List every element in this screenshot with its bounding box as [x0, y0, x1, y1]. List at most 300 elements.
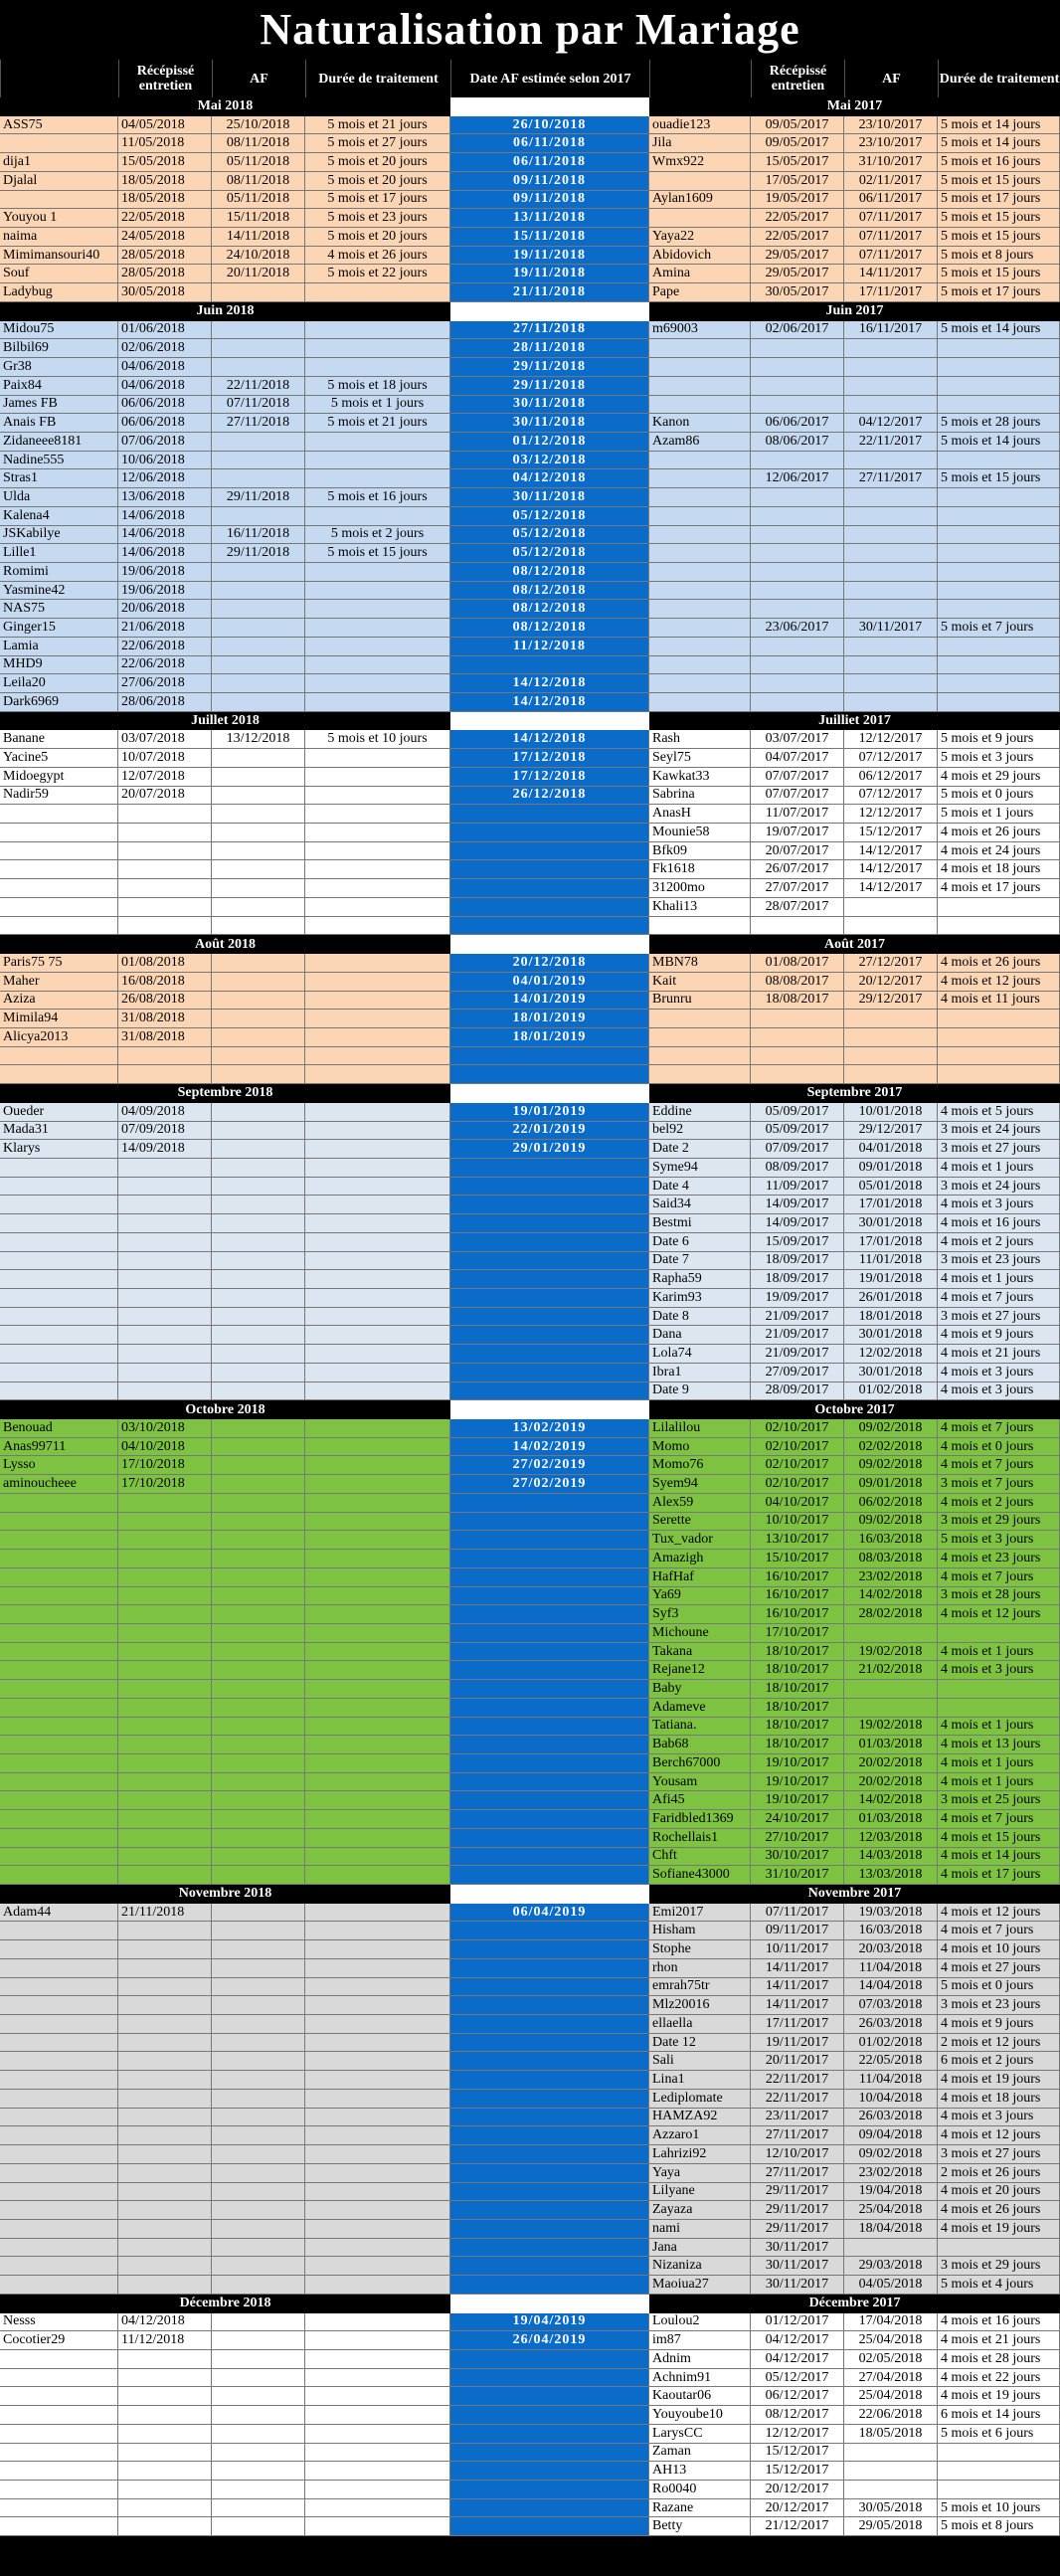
- table-row: [0, 2406, 1060, 2425]
- left-duree-cell: [305, 1848, 450, 1867]
- date-af-estimee-cell: 19/01/2019: [450, 1103, 649, 1122]
- right-duree-cell: 3 mois et 29 jours: [938, 1513, 1060, 1532]
- left-af-date-cell: [212, 1494, 305, 1513]
- table-row: [0, 1326, 1060, 1345]
- left-duree-cell: 5 mois et 15 jours: [305, 544, 450, 563]
- date-af-estimee-cell: [450, 2369, 649, 2388]
- left-pseudo-cell: Nesss: [0, 2313, 118, 2332]
- left-pseudo-cell: Oueder: [0, 1103, 118, 1122]
- right-pseudo-cell: [649, 1047, 751, 1066]
- date-af-estimee-cell: 22/01/2019: [450, 1122, 649, 1141]
- left-pseudo-cell: [0, 1661, 118, 1680]
- right-af-date-cell: [844, 1047, 938, 1066]
- right-duree-cell: [938, 396, 1060, 415]
- table-row: [0, 824, 1060, 842]
- left-duree-cell: [305, 2387, 450, 2406]
- right-pseudo-cell: [649, 563, 751, 582]
- left-recepisse-date-cell: [118, 2517, 212, 2536]
- date-af-estimee-cell: [450, 1624, 649, 1643]
- right-duree-cell: 4 mois et 1 jours: [938, 1773, 1060, 1792]
- left-duree-cell: [305, 879, 450, 898]
- right-af-date-cell: [844, 600, 938, 619]
- table-row: [0, 2164, 1060, 2183]
- right-recepisse-date-cell: [751, 638, 844, 656]
- left-af-date-cell: [212, 1028, 305, 1047]
- right-pseudo-cell: [649, 358, 751, 377]
- left-recepisse-date-cell: [118, 2406, 212, 2425]
- left-recepisse-date-cell: [118, 879, 212, 898]
- right-duree-cell: [938, 452, 1060, 470]
- left-recepisse-date-cell: [118, 1699, 212, 1718]
- left-duree-cell: 5 mois et 22 jours: [305, 265, 450, 283]
- month-header-row: [0, 712, 1060, 731]
- right-pseudo-cell: [649, 544, 751, 563]
- right-recepisse-date-cell: 29/05/2017: [751, 265, 844, 283]
- right-recepisse-date-cell: 29/11/2017: [751, 2183, 844, 2202]
- left-af-date-cell: [212, 1791, 305, 1810]
- left-af-date-cell: [212, 674, 305, 693]
- right-duree-cell: 4 mois et 21 jours: [938, 2331, 1060, 2350]
- date-af-estimee-cell: [450, 1382, 649, 1401]
- right-recepisse-date-cell: 19/11/2017: [751, 2034, 844, 2053]
- right-pseudo-cell: Yaya: [649, 2164, 751, 2183]
- table-row: [0, 265, 1060, 283]
- right-recepisse-date-cell: [751, 544, 844, 563]
- right-duree-cell: [938, 339, 1060, 358]
- right-duree-cell: 4 mois et 9 jours: [938, 2015, 1060, 2034]
- right-pseudo-cell: Nizaniza: [649, 2257, 751, 2276]
- date-af-estimee-cell: 19/04/2019: [450, 2313, 649, 2332]
- right-duree-cell: 6 mois et 14 jours: [938, 2406, 1060, 2425]
- right-recepisse-date-cell: 01/08/2017: [751, 954, 844, 973]
- right-pseudo-cell: Sabrina: [649, 787, 751, 806]
- left-pseudo-cell: Souf: [0, 265, 118, 283]
- left-af-date-cell: [212, 860, 305, 879]
- right-af-date-cell: 01/02/2018: [844, 2034, 938, 2053]
- right-af-date-cell: 11/04/2018: [844, 2071, 938, 2090]
- right-recepisse-date-cell: 19/10/2017: [751, 1754, 844, 1773]
- left-recepisse-date-cell: 21/06/2018: [118, 619, 212, 638]
- right-recepisse-date-cell: 19/09/2017: [751, 1289, 844, 1308]
- left-recepisse-date-cell: [118, 1289, 212, 1308]
- right-duree-cell: 4 mois et 26 jours: [938, 824, 1060, 842]
- left-duree-cell: [305, 787, 450, 806]
- month-header-row: [0, 935, 1060, 954]
- left-pseudo-cell: [0, 1940, 118, 1959]
- page-title: Naturalisation par Mariage: [260, 5, 800, 54]
- left-recepisse-date-cell: 22/05/2018: [118, 209, 212, 228]
- right-pseudo-cell: Yaya22: [649, 228, 751, 247]
- right-pseudo-cell: ellaella: [649, 2015, 751, 2034]
- table-row: [0, 768, 1060, 787]
- right-pseudo-cell: Hisham: [649, 1922, 751, 1940]
- right-af-date-cell: 27/11/2017: [844, 469, 938, 488]
- table-row: [0, 452, 1060, 470]
- right-recepisse-date-cell: 31/10/2017: [751, 1866, 844, 1885]
- left-af-date-cell: [212, 1475, 305, 1494]
- left-recepisse-date-cell: [118, 1364, 212, 1382]
- table-row: [0, 1587, 1060, 1606]
- date-af-estimee-cell: [450, 1605, 649, 1624]
- right-recepisse-date-cell: 15/09/2017: [751, 1233, 844, 1252]
- right-recepisse-date-cell: 08/09/2017: [751, 1159, 844, 1178]
- left-af-date-cell: [212, 1643, 305, 1662]
- date-af-estimee-cell: 29/01/2019: [450, 1140, 649, 1159]
- right-pseudo-cell: Rash: [649, 730, 751, 749]
- table-row: [0, 1624, 1060, 1643]
- table-row: [0, 1754, 1060, 1773]
- left-pseudo-cell: [0, 1494, 118, 1513]
- right-recepisse-date-cell: 28/09/2017: [751, 1382, 844, 1401]
- left-recepisse-date-cell: [118, 1866, 212, 1885]
- left-duree-cell: [305, 1904, 450, 1923]
- right-recepisse-date-cell: 18/10/2017: [751, 1661, 844, 1680]
- column-header: AF: [844, 60, 938, 97]
- right-recepisse-date-cell: 19/10/2017: [751, 1773, 844, 1792]
- left-pseudo-cell: Youyou 1: [0, 209, 118, 228]
- left-duree-cell: [305, 1791, 450, 1810]
- right-recepisse-date-cell: 29/05/2017: [751, 247, 844, 266]
- right-af-date-cell: 09/01/2018: [844, 1159, 938, 1178]
- table-row: [0, 396, 1060, 415]
- left-pseudo-cell: Kalena4: [0, 507, 118, 526]
- right-recepisse-date-cell: 29/11/2017: [751, 2201, 844, 2220]
- left-recepisse-date-cell: 14/06/2018: [118, 507, 212, 526]
- table-row: [0, 1791, 1060, 1810]
- month-header-row: [0, 97, 1060, 116]
- right-recepisse-date-cell: 10/10/2017: [751, 1513, 844, 1532]
- table-row: [0, 954, 1060, 973]
- left-duree-cell: [305, 1605, 450, 1624]
- left-pseudo-cell: [0, 1848, 118, 1867]
- left-duree-cell: [305, 2350, 450, 2369]
- date-af-estimee-cell: [450, 1848, 649, 1867]
- month-spacer: [450, 2295, 649, 2313]
- left-pseudo-cell: [0, 2034, 118, 2053]
- left-af-date-cell: [212, 2015, 305, 2034]
- date-af-estimee-cell: 26/04/2019: [450, 2331, 649, 2350]
- left-duree-cell: [305, 2015, 450, 2034]
- left-af-date-cell: 25/10/2018: [212, 116, 305, 135]
- left-duree-cell: [305, 1773, 450, 1792]
- column-header: Date AF estimée selon 2017: [450, 60, 649, 97]
- left-recepisse-date-cell: 14/06/2018: [118, 526, 212, 545]
- right-duree-cell: 5 mois et 15 jours: [938, 228, 1060, 247]
- table-row: [0, 1382, 1060, 1401]
- left-af-date-cell: [212, 1513, 305, 1532]
- right-pseudo-cell: Baby: [649, 1680, 751, 1699]
- left-duree-cell: [305, 1364, 450, 1382]
- date-af-estimee-cell: [450, 1289, 649, 1308]
- table-row: [0, 1940, 1060, 1959]
- date-af-estimee-cell: 14/12/2018: [450, 693, 649, 712]
- right-af-date-cell: 05/01/2018: [844, 1178, 938, 1196]
- date-af-estimee-cell: 27/02/2019: [450, 1475, 649, 1494]
- left-af-date-cell: [212, 563, 305, 582]
- left-duree-cell: [305, 1736, 450, 1754]
- right-pseudo-cell: Sali: [649, 2052, 751, 2071]
- right-duree-cell: 5 mois et 3 jours: [938, 749, 1060, 768]
- month-spacer: [450, 1885, 649, 1904]
- left-recepisse-date-cell: [118, 2444, 212, 2463]
- left-recepisse-date-cell: 07/09/2018: [118, 1122, 212, 1141]
- left-af-date-cell: [212, 452, 305, 470]
- right-af-date-cell: 07/11/2017: [844, 228, 938, 247]
- left-pseudo-cell: [0, 1624, 118, 1643]
- right-duree-cell: 5 mois et 1 jours: [938, 805, 1060, 824]
- date-af-estimee-cell: 09/11/2018: [450, 191, 649, 210]
- left-recepisse-date-cell: 30/05/2018: [118, 283, 212, 302]
- table-row: [0, 1550, 1060, 1568]
- right-pseudo-cell: Berch67000: [649, 1754, 751, 1773]
- left-recepisse-date-cell: [118, 1829, 212, 1848]
- right-pseudo-cell: [649, 209, 751, 228]
- right-recepisse-date-cell: 15/05/2017: [751, 153, 844, 172]
- date-af-estimee-cell: [450, 2109, 649, 2127]
- left-recepisse-date-cell: [118, 2015, 212, 2034]
- right-recepisse-date-cell: 04/10/2017: [751, 1494, 844, 1513]
- table-row: [0, 879, 1060, 898]
- left-duree-cell: [305, 469, 450, 488]
- right-af-date-cell: 23/02/2018: [844, 1568, 938, 1587]
- left-recepisse-date-cell: [118, 2201, 212, 2220]
- right-recepisse-date-cell: 23/11/2017: [751, 2109, 844, 2127]
- right-af-date-cell: 02/11/2017: [844, 172, 938, 191]
- left-af-date-cell: [212, 638, 305, 656]
- left-recepisse-date-cell: [118, 1996, 212, 2015]
- left-pseudo-cell: [0, 1326, 118, 1345]
- date-af-estimee-cell: [450, 2387, 649, 2406]
- right-af-date-cell: 09/04/2018: [844, 2126, 938, 2145]
- right-duree-cell: 4 mois et 7 jours: [938, 1456, 1060, 1475]
- left-duree-cell: [305, 339, 450, 358]
- left-recepisse-date-cell: [118, 2109, 212, 2127]
- right-recepisse-date-cell: 02/10/2017: [751, 1456, 844, 1475]
- date-af-estimee-cell: [450, 1568, 649, 1587]
- right-recepisse-date-cell: 28/07/2017: [751, 898, 844, 917]
- right-af-date-cell: 08/03/2018: [844, 1550, 938, 1568]
- left-pseudo-cell: [0, 1270, 118, 1289]
- right-recepisse-date-cell: 11/07/2017: [751, 805, 844, 824]
- date-af-estimee-cell: [450, 2145, 649, 2164]
- table-row: [0, 860, 1060, 879]
- left-pseudo-cell: Ulda: [0, 488, 118, 507]
- right-af-date-cell: 06/02/2018: [844, 1494, 938, 1513]
- right-pseudo-cell: Stophe: [649, 1940, 751, 1959]
- right-recepisse-date-cell: 06/06/2017: [751, 414, 844, 433]
- month-title-2018: Octobre 2018: [0, 1400, 450, 1419]
- left-pseudo-cell: Midou75: [0, 321, 118, 340]
- right-recepisse-date-cell: 16/10/2017: [751, 1605, 844, 1624]
- left-pseudo-cell: aminoucheee: [0, 1475, 118, 1494]
- left-pseudo-cell: [0, 1810, 118, 1829]
- left-duree-cell: [305, 656, 450, 675]
- right-af-date-cell: [844, 2444, 938, 2463]
- table-row: [0, 1680, 1060, 1699]
- right-duree-cell: [938, 1680, 1060, 1699]
- left-af-date-cell: [212, 917, 305, 936]
- left-af-date-cell: [212, 2517, 305, 2536]
- table-row: [0, 1922, 1060, 1940]
- date-af-estimee-cell: [450, 2517, 649, 2536]
- right-duree-cell: [938, 898, 1060, 917]
- date-af-estimee-cell: [450, 2052, 649, 2071]
- right-duree-cell: 4 mois et 13 jours: [938, 1736, 1060, 1754]
- left-af-date-cell: 05/11/2018: [212, 191, 305, 210]
- left-duree-cell: [305, 638, 450, 656]
- right-duree-cell: 3 mois et 23 jours: [938, 1996, 1060, 2015]
- right-recepisse-date-cell: 14/09/2017: [751, 1214, 844, 1233]
- right-af-date-cell: 27/12/2017: [844, 954, 938, 973]
- right-recepisse-date-cell: 18/10/2017: [751, 1736, 844, 1754]
- right-recepisse-date-cell: 07/07/2017: [751, 787, 844, 806]
- right-recepisse-date-cell: 09/05/2017: [751, 116, 844, 135]
- right-recepisse-date-cell: 18/10/2017: [751, 1680, 844, 1699]
- table-row: [0, 2481, 1060, 2499]
- table-row: [0, 1699, 1060, 1718]
- table-row: [0, 191, 1060, 210]
- right-pseudo-cell: Mounie58: [649, 824, 751, 842]
- left-af-date-cell: 24/10/2018: [212, 247, 305, 266]
- right-af-date-cell: 14/12/2017: [844, 860, 938, 879]
- right-duree-cell: 3 mois et 29 jours: [938, 2257, 1060, 2276]
- right-pseudo-cell: Alex59: [649, 1494, 751, 1513]
- left-af-date-cell: [212, 1773, 305, 1792]
- right-recepisse-date-cell: 07/09/2017: [751, 1140, 844, 1159]
- table-row: [0, 1065, 1060, 1084]
- table-row: [0, 1494, 1060, 1513]
- right-duree-cell: 4 mois et 24 jours: [938, 842, 1060, 861]
- right-duree-cell: 5 mois et 15 jours: [938, 172, 1060, 191]
- right-pseudo-cell: Michoune: [649, 1624, 751, 1643]
- left-duree-cell: [305, 1810, 450, 1829]
- left-pseudo-cell: [0, 1754, 118, 1773]
- right-af-date-cell: 14/02/2018: [844, 1587, 938, 1606]
- left-af-date-cell: [212, 2387, 305, 2406]
- left-pseudo-cell: [0, 1736, 118, 1754]
- left-pseudo-cell: Paix84: [0, 377, 118, 396]
- left-recepisse-date-cell: 22/06/2018: [118, 656, 212, 675]
- right-recepisse-date-cell: 12/06/2017: [751, 469, 844, 488]
- month-header-row: [0, 2295, 1060, 2313]
- left-recepisse-date-cell: [118, 1643, 212, 1662]
- left-duree-cell: [305, 433, 450, 452]
- date-af-estimee-cell: 06/11/2018: [450, 134, 649, 153]
- table-row: [0, 1661, 1060, 1680]
- left-pseudo-cell: [0, 824, 118, 842]
- right-pseudo-cell: Fk1618: [649, 860, 751, 879]
- left-pseudo-cell: [0, 1680, 118, 1699]
- table-row: [0, 1456, 1060, 1475]
- right-pseudo-cell: Azam86: [649, 433, 751, 452]
- date-af-estimee-cell: 11/12/2018: [450, 638, 649, 656]
- table-row: [0, 1996, 1060, 2015]
- left-pseudo-cell: [0, 2444, 118, 2463]
- left-recepisse-date-cell: 01/06/2018: [118, 321, 212, 340]
- date-af-estimee-cell: [450, 1791, 649, 1810]
- left-duree-cell: [305, 2444, 450, 2463]
- date-af-estimee-cell: 26/12/2018: [450, 787, 649, 806]
- date-af-estimee-cell: [450, 2201, 649, 2220]
- right-pseudo-cell: HAMZA92: [649, 2109, 751, 2127]
- left-af-date-cell: [212, 1568, 305, 1587]
- right-af-date-cell: 22/06/2018: [844, 2406, 938, 2425]
- right-duree-cell: 4 mois et 0 jours: [938, 1438, 1060, 1457]
- right-pseudo-cell: HafHaf: [649, 1568, 751, 1587]
- right-pseudo-cell: [649, 396, 751, 415]
- column-header: [649, 60, 751, 97]
- table-row: [0, 1718, 1060, 1737]
- right-duree-cell: 4 mois et 3 jours: [938, 1661, 1060, 1680]
- right-pseudo-cell: Date 4: [649, 1178, 751, 1196]
- left-duree-cell: [305, 1047, 450, 1066]
- right-duree-cell: 4 mois et 26 jours: [938, 2201, 1060, 2220]
- date-af-estimee-cell: [450, 1196, 649, 1214]
- left-duree-cell: 5 mois et 17 jours: [305, 191, 450, 210]
- left-duree-cell: [305, 452, 450, 470]
- right-af-date-cell: 28/02/2018: [844, 1605, 938, 1624]
- right-duree-cell: 4 mois et 12 jours: [938, 1605, 1060, 1624]
- table-row: [0, 1289, 1060, 1308]
- left-af-date-cell: [212, 898, 305, 917]
- left-recepisse-date-cell: [118, 2126, 212, 2145]
- left-pseudo-cell: Cocotier29: [0, 2331, 118, 2350]
- left-recepisse-date-cell: [118, 2220, 212, 2239]
- left-af-date-cell: 20/11/2018: [212, 265, 305, 283]
- right-duree-cell: 5 mois et 4 jours: [938, 2276, 1060, 2295]
- date-af-estimee-cell: 18/01/2019: [450, 1010, 649, 1028]
- left-af-date-cell: [212, 1904, 305, 1923]
- left-pseudo-cell: Lille1: [0, 544, 118, 563]
- right-duree-cell: 4 mois et 7 jours: [938, 1419, 1060, 1438]
- right-recepisse-date-cell: [751, 358, 844, 377]
- left-pseudo-cell: [0, 898, 118, 917]
- right-recepisse-date-cell: [751, 507, 844, 526]
- right-af-date-cell: 17/01/2018: [844, 1196, 938, 1214]
- left-af-date-cell: [212, 2126, 305, 2145]
- table-row: [0, 2369, 1060, 2388]
- left-recepisse-date-cell: 04/06/2018: [118, 377, 212, 396]
- right-af-date-cell: 14/11/2017: [844, 265, 938, 283]
- table-row: [0, 2517, 1060, 2536]
- left-recepisse-date-cell: [118, 2071, 212, 2090]
- left-recepisse-date-cell: 14/09/2018: [118, 1140, 212, 1159]
- right-duree-cell: 3 mois et 27 jours: [938, 1308, 1060, 1327]
- left-duree-cell: [305, 1699, 450, 1718]
- table-row: [0, 1810, 1060, 1829]
- right-af-date-cell: 01/03/2018: [844, 1736, 938, 1754]
- left-duree-cell: [305, 973, 450, 992]
- date-af-estimee-cell: [450, 2276, 649, 2295]
- right-pseudo-cell: [649, 469, 751, 488]
- left-duree-cell: [305, 1140, 450, 1159]
- right-pseudo-cell: Date 7: [649, 1252, 751, 1271]
- right-af-date-cell: 29/03/2018: [844, 2257, 938, 2276]
- left-pseudo-cell: NAS75: [0, 600, 118, 619]
- left-recepisse-date-cell: [118, 1270, 212, 1289]
- right-pseudo-cell: Faridbled1369: [649, 1810, 751, 1829]
- right-pseudo-cell: Lilalilou: [649, 1419, 751, 1438]
- left-recepisse-date-cell: 18/05/2018: [118, 191, 212, 210]
- right-recepisse-date-cell: 30/11/2017: [751, 2276, 844, 2295]
- left-af-date-cell: [212, 1065, 305, 1084]
- date-af-estimee-cell: [450, 1531, 649, 1550]
- right-pseudo-cell: Ibra1: [649, 1364, 751, 1382]
- left-recepisse-date-cell: [118, 2462, 212, 2481]
- right-pseudo-cell: Syf3: [649, 1605, 751, 1624]
- right-af-date-cell: 11/04/2018: [844, 1959, 938, 1978]
- date-af-estimee-cell: [450, 1959, 649, 1978]
